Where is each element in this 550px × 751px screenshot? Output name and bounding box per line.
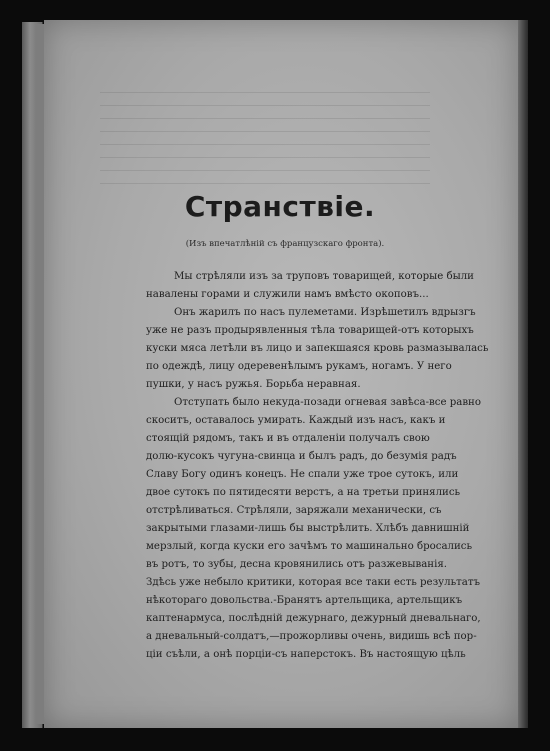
text-line: нѣкотораго довольства.-Бранятъ артельщика, артельщикъ	[146, 595, 463, 606]
text-line: Онъ жарилъ по насъ пулеметами. Изрѣшетилъ вдрызгъ	[174, 307, 476, 318]
text-line: Славу Богу одинъ конецъ. Не спали уже трое сутокъ, или	[146, 469, 459, 480]
text-line: уже не разъ продырявленныя тѣла товарищей-отъ которыхъ	[146, 325, 474, 336]
text-line: Мы стрѣляли изъ за труповъ товарищей, которые были	[174, 271, 474, 282]
text-line: каптенармуса, послѣдній дежурнаго, дежурный дневальнаго,	[146, 613, 481, 624]
text-line: Отступать было некуда-позади огневая завѣса-все равно	[174, 397, 481, 408]
text-line: по одеждѣ, лицу одеревенѣлымъ рукамъ, ногамъ. У него	[146, 361, 452, 372]
text-line: пушки, у насъ ружья. Борьба неравная.	[146, 379, 361, 390]
text-line: куски мяса летѣли въ лицо и запекшаяся кровь размазывалась	[146, 343, 489, 354]
text-line: мерзлый, когда куски его зачѣмъ то машинально бросались	[146, 541, 473, 552]
text-line: скоситъ, оставалось умирать. Каждый изъ насъ, какъ и	[146, 415, 446, 426]
text-line: закрытыми глазами-лишь бы выстрѣлить. Хлѣбъ давнишній	[146, 523, 470, 534]
document-title: Странствіе.	[184, 190, 376, 223]
text-line: Здѣсь уже небыло критики, которая все таки есть результатъ	[146, 577, 480, 588]
document-subtitle: (Изъ впечатлѣній съ французскаго фронта).	[185, 239, 385, 249]
text-line: а дневальный-солдатъ,—прожорливы очень, видишь всѣ пор-	[146, 631, 477, 642]
text-line: двое сутокъ по пятидесяти верстъ, а на третьи принялись	[146, 487, 461, 498]
text-line: въ ротъ, то зубы, десна кровянились отъ разжевыванія.	[146, 559, 448, 570]
body-text	[146, 268, 492, 664]
text-line: отстрѣливаться. Стрѣляли, заряжали механически, съ	[146, 505, 442, 516]
page-right-shadow	[518, 20, 528, 728]
text-line: стоящій рядомъ, такъ и въ отдаленіи получалъ свою	[146, 433, 430, 444]
text-line: долю-кусокъ чугуна-свинца и былъ радъ, до безумія радъ	[146, 451, 457, 462]
text-line: ціи съѣли, а онѣ порціи-съ наперстокъ. Въ настоящую цѣль	[146, 649, 466, 660]
text-line: навалены горами и служили намъ вмѣсто окоповъ...	[146, 289, 429, 300]
